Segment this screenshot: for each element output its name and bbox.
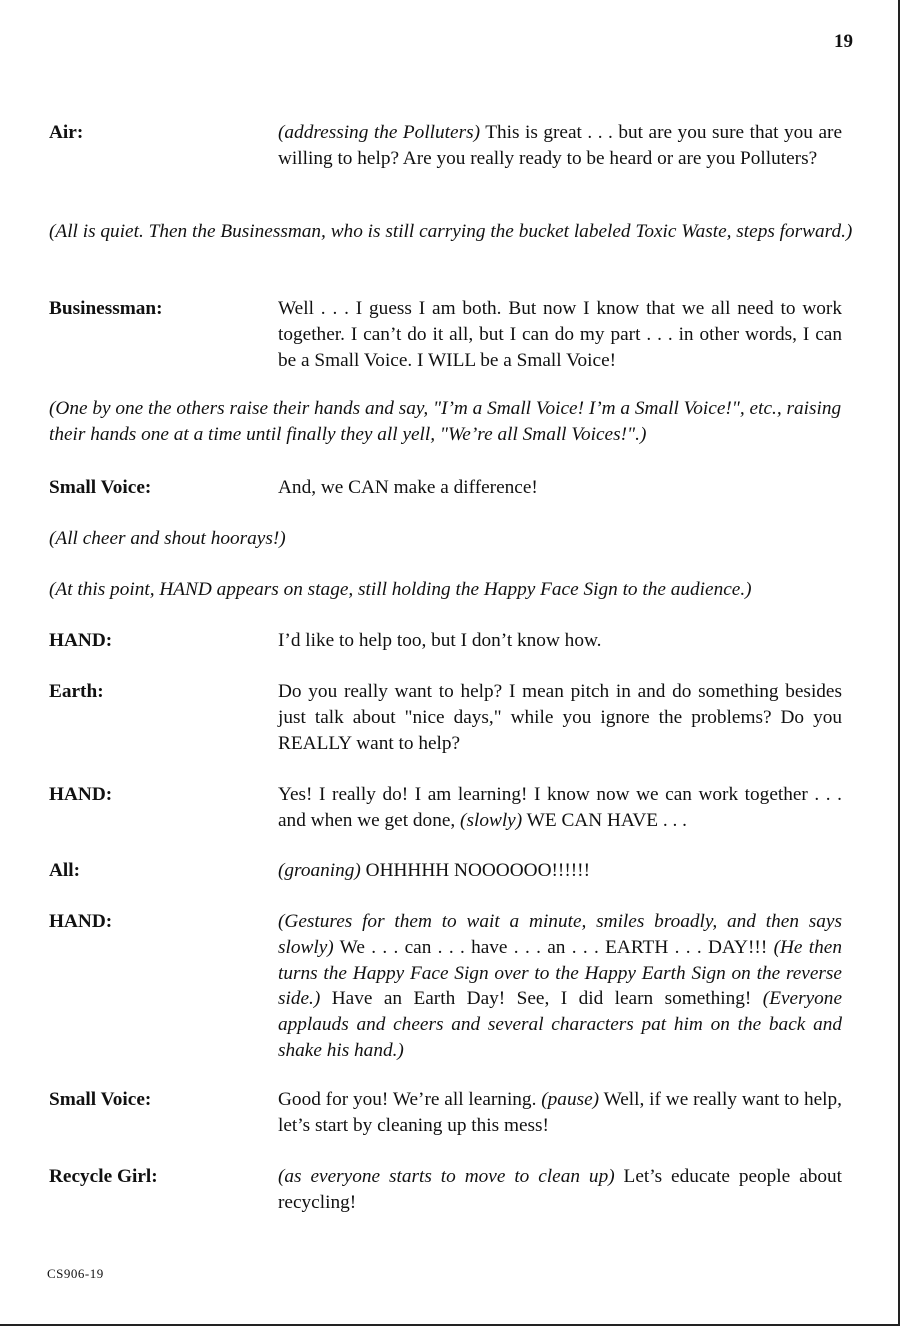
stage-direction: (One by one the others raise their hands and say, "I’m a Small Voice! I’m a Small Voice!", etc., raising their hands one at a time until finally they all yell, "We’re all Small Voices!".) xyxy=(49,398,842,445)
speech-text xyxy=(278,782,842,834)
speaker-name: Earth: xyxy=(49,681,104,702)
speaker-name: Businessman: xyxy=(49,298,163,319)
inline-direction: (pause) xyxy=(541,1089,600,1110)
speaker-name: Recycle Girl: xyxy=(49,1166,158,1187)
spoken-text: Have an Earth Day! See, I did learn something! xyxy=(320,988,763,1010)
page-number: 19 xyxy=(834,31,853,52)
inline-direction: (slowly) xyxy=(460,809,523,831)
spoken-text: Do you really want to help? I mean pitch in and do something besides just talk about "nice days," while you ignore the problems? Do you REALLY want to help? xyxy=(278,681,842,754)
inline-direction: (Everyone applauds and cheers and several characters pat him on the back and shake his hand.) xyxy=(278,988,842,1061)
speech-text xyxy=(278,120,842,172)
dialogue-line xyxy=(49,120,842,172)
inline-direction: (groaning) xyxy=(278,860,361,881)
spoken-text: Let’s educate people about recycling! xyxy=(278,1166,842,1213)
spoken-text: This is great . . . but are you sure that you are willing to help? Are you really ready to be heard or are you Polluters? xyxy=(278,122,842,169)
speech-text xyxy=(278,475,842,501)
spoken-text: I’d like to help too, but I don’t know how. xyxy=(278,630,602,651)
speaker-name: Small Voice: xyxy=(49,477,152,498)
speaker-name: All: xyxy=(49,860,81,881)
dialogue-line xyxy=(49,1087,842,1139)
inline-direction: (He then turns the Happy Face Sign over to the Happy Earth Sign on the reverse side.) xyxy=(278,936,842,1010)
speaker-name: Air: xyxy=(49,122,84,143)
speech-text xyxy=(278,679,842,756)
stage-direction: (At this point, HAND appears on stage, still holding the Happy Face Sign to the audience.) xyxy=(49,579,752,600)
dialogue-line xyxy=(49,475,842,501)
speech-text xyxy=(278,628,842,654)
spoken-text: Well, if we really want to help, let’s start by cleaning up this mess! xyxy=(278,1089,842,1136)
inline-direction: (as everyone starts to move to clean up) xyxy=(278,1166,615,1187)
spoken-text: WE CAN HAVE . . . xyxy=(522,809,687,831)
speech-text xyxy=(278,1164,842,1216)
dialogue-line xyxy=(49,1164,842,1216)
footer-code: CS906-19 xyxy=(47,1266,104,1281)
stage-direction: (All cheer and shout hoorays!) xyxy=(49,528,286,549)
spoken-text: Good for you! We’re all learning. xyxy=(278,1089,542,1110)
stage-direction: (All is quiet. Then the Businessman, who is still carrying the bucket labeled Toxic Waste, steps forward.) xyxy=(49,221,853,242)
dialogue-line xyxy=(49,628,842,654)
spoken-text: Well . . . I guess I am both. But now I know that we all need to work together. I can’t do it all, but I can do my part . . . in other words, I can be a Small Voice. I WILL be a Small Voice! xyxy=(278,298,842,371)
inline-direction: (addressing the Polluters) xyxy=(278,122,481,143)
speech-text xyxy=(278,909,842,1064)
speech-text xyxy=(278,858,842,884)
spoken-text: Yes! I really do! I am learning! I know now we can work together . . . and when we get done, xyxy=(278,784,842,831)
speaker-name: HAND: xyxy=(49,630,113,651)
dialogue-line xyxy=(49,782,842,834)
speech-text xyxy=(278,296,842,373)
speaker-name: HAND: xyxy=(49,784,113,805)
inline-direction: (Gestures for them to wait a minute, smiles broadly, and then says slowly) xyxy=(278,911,842,958)
dialogue-line xyxy=(49,296,842,373)
spoken-text: And, we CAN make a difference! xyxy=(278,477,538,498)
speaker-name: Small Voice: xyxy=(49,1089,152,1110)
speaker-name: HAND: xyxy=(49,911,113,932)
spoken-text: OHHHHH NOOOOOO!!!!!! xyxy=(360,860,591,881)
dialogue-line xyxy=(49,858,842,884)
dialogue-line xyxy=(49,909,842,1064)
spoken-text: We . . . can . . . have . . . an . . . EARTH . . . DAY!!! xyxy=(333,936,774,958)
dialogue-line xyxy=(49,679,842,756)
speech-text xyxy=(278,1087,842,1139)
